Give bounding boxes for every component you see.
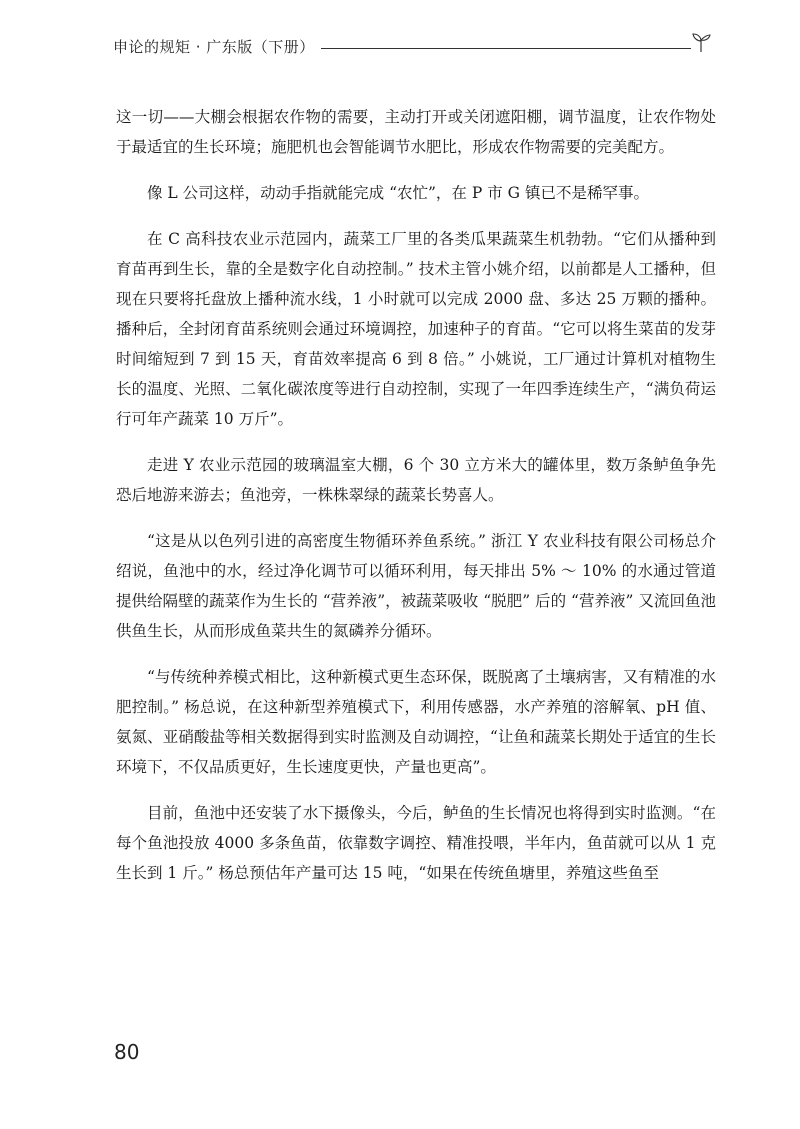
page-number: 80 [114,1040,140,1064]
article-body [116,102,716,904]
paragraph: 像 L 公司这样，动动手指就能完成 “农忙”，在 P 市 G 镇已不是稀罕事。 [147,184,649,202]
paragraph: 走进 Y 农业示范园的玻璃温室大棚，6 个 30 立方米大的罐体里，数万条鲈鱼争先恐后地游来游去；鱼池旁，一株株翠绿的蔬菜长势喜人。 [116,456,716,504]
running-header [113,28,713,68]
paragraph: 这一切——大棚会根据农作物的需要，主动打开或关闭遮阳棚，调节温度，让农作物处于最适宜的生长环境；施肥机也会智能调节水肥比，形成农作物需要的完美配方。 [116,108,716,156]
paragraph: 目前，鱼池中还安装了水下摄像头，今后，鲈鱼的生长情况也将得到实时监测。“在每个鱼池投放 4000 多条鱼苗，依靠数字调控、精准投喂，半年内，鱼苗就可以从 1 克生长到 1 斤。” 杨总预估年产量可达 15 吨，“如果在传统鱼塘里，养殖这些鱼至 [116,804,716,882]
paragraph: “与传统种养模式相比，这种新模式更生态环保，既脱离了土壤病害，又有精准的水肥控制。” 杨总说，在这种新型养殖模式下，利用传感器，水产养殖的溶解氧、pH 值、氨氮、亚硝酸盐等相关数据得到实时监测及自动调控，“让鱼和蔬菜长期处于适宜的生长环境下，不仅品质更好，生长速度更快，产量也更高”。 [116,668,716,776]
book-title: 申论的规矩 · 广东版（下册） [113,36,321,57]
paragraph: 在 C 高科技农业示范园内，蔬菜工厂里的各类瓜果蔬菜生机勃勃。“它们从播种到育苗再到生长，靠的全是数字化自动控制。” 技术主管小姚介绍，以前都是人工播种，但现在只要将托盘放上播种流水线，1 小时就可以完成 2000 盘、多达 25 万颗的播种。播种后，全封闭育苗系统则会通过环境调控，加速种子的育苗。“它可以将生菜苗的发芽时间缩短到 7 到 15 天，育苗效率提高 6 到 8 倍。” 小姚说，工厂通过计算机对植物生长的温度、光照、二氧化碳浓度等进行自动控制，实现了一年四季连续生产，“满负荷运行可年产蔬菜 10 万斤”。 [116,230,716,428]
sprout-icon [689,30,713,54]
paragraph: “这是从以色列引进的高密度生物循环养鱼系统。” 浙江 Y 农业科技有限公司杨总介绍说，鱼池中的水，经过净化调节可以循环利用，每天排出 5% ～ 10% 的水通过管道提供给隔壁的蔬菜作为生长的 “营养液”，被蔬菜吸收 “脱肥” 后的 “营养液” 又流回鱼池供鱼生长，从而形成鱼菜共生的氮磷养分循环。 [116,532,716,640]
